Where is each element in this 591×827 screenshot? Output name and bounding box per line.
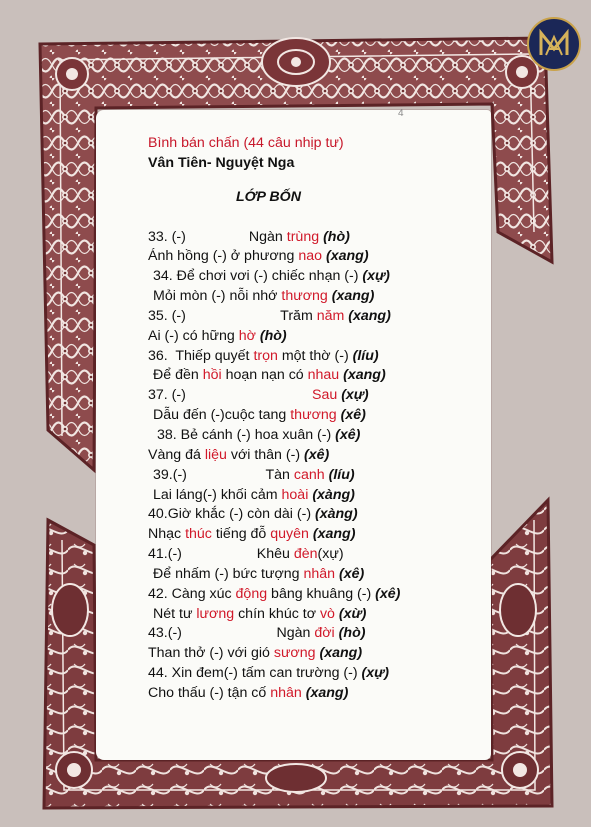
highlighted-word: nao <box>298 248 323 265</box>
verse-line <box>148 585 478 605</box>
verse-text: (xự) <box>317 546 344 563</box>
tone-note: (xang) <box>325 248 369 265</box>
verse-line <box>148 545 478 565</box>
verse-text: 33. (-) <box>148 228 249 245</box>
tone-note: (líu) <box>352 347 379 364</box>
verse-text: Lai láng(-) khối cảm <box>153 486 282 503</box>
highlighted-word: đèn <box>293 546 318 563</box>
section-heading: LỚP BỐN <box>236 188 301 205</box>
tone-note: (xang) <box>343 367 386 384</box>
verse-text: với thân (-) <box>226 446 305 463</box>
tone-note: (xang) <box>331 288 375 305</box>
tone-note: (xàng) <box>312 486 355 503</box>
highlighted-word: thúc <box>185 526 212 543</box>
verse-line <box>148 366 478 386</box>
verse-line <box>148 406 478 426</box>
highlighted-word: nhau <box>307 367 340 384</box>
tone-note: (xang) <box>305 684 349 701</box>
verse-line <box>148 446 478 466</box>
lyrics-text <box>148 134 478 704</box>
document-title: Bình bán chấn (44 câu nhịp tư) <box>148 135 344 151</box>
tone-note: (xê) <box>340 407 366 424</box>
highlighted-word: quyên <box>270 526 309 543</box>
tone-note: (hò) <box>259 327 287 344</box>
verse-text: 38. Bẻ cánh (-) hoa xuân (-) <box>153 426 336 443</box>
verse-line <box>148 327 478 347</box>
verse-line <box>148 267 478 287</box>
ma-logo-icon <box>527 17 581 71</box>
tone-note: (xê) <box>335 426 361 443</box>
highlighted-word: hờ <box>238 327 256 344</box>
verse-line <box>148 486 478 506</box>
verse-text: một thờ (-) <box>277 347 353 364</box>
highlighted-word: vò <box>319 605 335 622</box>
verse-line <box>148 664 478 684</box>
verse-text: Dẫu đến (-)cuộc tang <box>153 407 291 424</box>
document-subtitle: Vân Tiên- Nguyệt Nga <box>148 154 295 171</box>
highlighted-word: trùng <box>286 228 320 245</box>
highlighted-word: hoài <box>281 486 309 503</box>
tone-note: (xang) <box>312 526 356 543</box>
verse-line <box>148 624 478 644</box>
verse-text: Nhạc <box>148 526 186 543</box>
verse-text: Để nhấm (-) bức tượng <box>153 565 304 582</box>
highlighted-word: nhân <box>303 565 336 582</box>
tone-note: (xê) <box>304 446 330 463</box>
verse-line <box>148 426 478 446</box>
verse-text: Than thở (-) với gió <box>148 645 274 662</box>
verse-text: 36. Thiếp quyết <box>148 347 254 364</box>
verse-text: Mỏi mòn (-) nỗi nhớ <box>153 288 282 305</box>
highlighted-word: trọn <box>253 347 278 364</box>
verse-text: 35. (-) Trăm <box>148 307 317 324</box>
highlighted-word: hồi <box>202 367 222 384</box>
highlighted-word: đời <box>314 625 335 642</box>
tone-note: (hò) <box>338 625 366 642</box>
tone-note: (xê) <box>339 565 365 582</box>
verse-text: Ngàn <box>248 228 287 245</box>
highlighted-word: Sau <box>311 387 338 404</box>
verse-text: chín khúc tơ <box>234 605 320 622</box>
tone-note: (xang) <box>348 307 391 324</box>
verse-text: 44. Xin đem(-) tấm can trường (-) <box>148 665 362 682</box>
verse-text: 43.(-) Ngàn <box>148 625 315 642</box>
highlighted-word: sương <box>273 645 316 662</box>
verse-line <box>148 644 478 664</box>
verse-text: 37. (-) <box>148 387 312 404</box>
verse-text: tiếng đỗ <box>211 526 271 543</box>
highlighted-word: lương <box>196 605 235 622</box>
verse-text: Cho thấu (-) tận cố <box>148 684 271 701</box>
verse-line <box>148 307 478 327</box>
verse-text: 39.(-) Tàn <box>153 466 294 483</box>
verse-text: hoạn nạn có <box>221 367 308 384</box>
verse-text: 41.(-) Khêu <box>148 546 294 563</box>
tone-note: (hò) <box>323 228 350 245</box>
tone-note: (xự) <box>362 268 390 285</box>
verse-line <box>148 247 478 267</box>
highlighted-word: thương <box>281 288 328 305</box>
tone-note: (xự) <box>341 387 369 404</box>
verse-list <box>148 228 478 704</box>
page-number: 4 <box>398 108 404 119</box>
verse-line <box>148 386 478 406</box>
highlighted-word: nhân <box>270 684 302 701</box>
tone-note: (xàng) <box>315 506 358 523</box>
verse-text: Ai (-) có hững <box>148 327 239 344</box>
verse-text: Ánh hồng (-) ở phương <box>148 248 299 265</box>
verse-line <box>148 565 478 585</box>
highlighted-word: liệu <box>204 446 227 463</box>
verse-line <box>148 605 478 625</box>
highlighted-word: năm <box>316 307 345 324</box>
verse-line <box>148 287 478 307</box>
highlighted-word: động <box>235 585 268 602</box>
tone-note: (xừ) <box>338 605 367 622</box>
verse-text: Nét tư <box>153 605 197 622</box>
verse-text: 34. Để chơi vơi (-) chiếc nhạn (-) <box>153 268 363 285</box>
verse-line <box>148 347 478 367</box>
verse-text: 40.Giờ khắc (-) còn dài (-) <box>148 506 315 523</box>
tone-note: (xang) <box>319 645 363 662</box>
verse-line <box>148 505 478 525</box>
tone-note: (xê) <box>375 585 401 602</box>
verse-text: 42. Càng xúc <box>148 585 236 602</box>
verse-text: Để đền <box>153 367 203 384</box>
verse-line <box>148 525 478 545</box>
verse-line <box>148 466 478 486</box>
verse-line <box>148 228 478 248</box>
verse-text: bâng khuâng (-) <box>267 585 376 602</box>
tone-note: (líu) <box>328 466 355 483</box>
highlighted-word: thương <box>290 407 337 424</box>
highlighted-word: canh <box>293 466 325 483</box>
tone-note: (xự) <box>361 665 390 682</box>
verse-text: Vàng đá <box>148 446 205 463</box>
verse-line <box>148 684 478 704</box>
